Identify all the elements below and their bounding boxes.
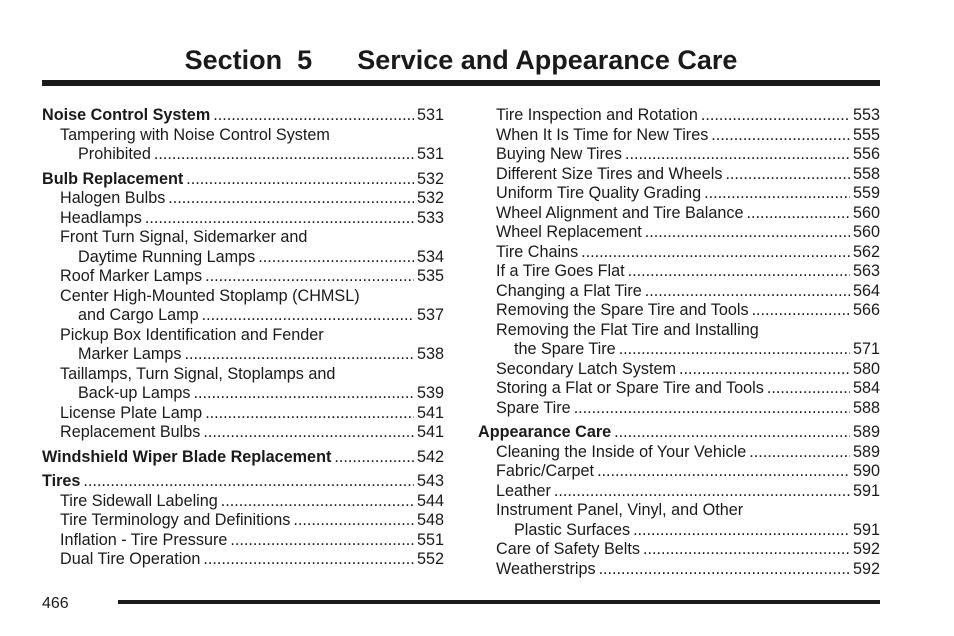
toc-entry-page: 560 — [852, 223, 880, 241]
toc-entry-page: 548 — [416, 511, 444, 529]
toc-entry-page: 592 — [852, 559, 880, 578]
toc-entry-page: 553 — [852, 106, 880, 124]
footer-rule — [118, 600, 880, 604]
toc-heading-entry — [42, 170, 444, 190]
dot-leader — [619, 340, 850, 360]
toc-entry-page: 563 — [852, 262, 880, 280]
dot-leader — [184, 345, 414, 365]
dot-leader — [168, 189, 414, 209]
toc-entry-title: Secondary Latch System — [496, 359, 676, 378]
toc-entry-title: Fabric/Carpet — [496, 462, 595, 480]
dot-leader — [186, 170, 414, 190]
toc-entry-title: Tires — [42, 472, 81, 490]
toc-entry-page: 590 — [852, 462, 880, 480]
dot-leader — [704, 184, 850, 204]
toc-entry-page: 556 — [852, 145, 880, 163]
toc-entry-title: Taillamps, Turn Signal, Stoplamps and — [60, 364, 336, 383]
toc-entry — [478, 126, 880, 146]
dot-leader — [258, 248, 414, 268]
dot-leader — [633, 521, 850, 541]
toc-entry-title: Dual Tire Operation — [60, 550, 201, 568]
dot-leader — [597, 462, 850, 482]
dot-leader — [205, 267, 414, 287]
toc-entry-title: Cleaning the Inside of Your Vehicle — [496, 442, 747, 461]
toc-entry-title: Tampering with Noise Control System — [60, 125, 330, 144]
dot-leader — [554, 482, 850, 502]
dot-leader — [202, 306, 414, 326]
toc-entry — [478, 204, 880, 224]
toc-entry-page: 589 — [852, 423, 880, 441]
toc-entry — [478, 106, 880, 126]
toc-heading-entry — [42, 448, 444, 468]
toc-entry — [478, 243, 880, 263]
dot-leader — [749, 443, 850, 463]
toc-entry-title: and Cargo Lamp — [78, 306, 199, 324]
toc-entry — [42, 267, 444, 287]
toc-heading-entry — [478, 423, 880, 443]
toc-entry — [42, 531, 444, 551]
toc-entry-page: 562 — [852, 242, 880, 261]
toc-entry — [478, 360, 880, 380]
toc-entry-title: Appearance Care — [478, 423, 612, 441]
toc-entry — [42, 145, 444, 165]
toc-entry-page: 564 — [852, 281, 880, 300]
dot-leader — [643, 540, 850, 560]
toc-entry-title: Plastic Surfaces — [514, 520, 631, 539]
toc-entry — [478, 262, 880, 282]
toc-entry-page: 535 — [416, 267, 444, 285]
toc-entry — [478, 223, 880, 243]
dot-leader — [203, 550, 414, 570]
toc-entry — [478, 321, 880, 341]
header-rule — [42, 80, 880, 86]
toc-entry-title: Headlamps — [60, 208, 142, 227]
toc-entry — [42, 550, 444, 570]
dot-leader — [334, 448, 414, 468]
dot-leader — [752, 301, 850, 321]
toc-entry-page: 539 — [416, 384, 444, 402]
toc-entry-page: 533 — [416, 208, 444, 227]
toc-entry-title: If a Tire Goes Flat — [496, 262, 625, 280]
toc-entry-title: Replacement Bulbs — [60, 423, 201, 441]
toc-entry-title: Tire Sidewall Labeling — [60, 491, 218, 510]
dot-leader — [193, 384, 414, 404]
dot-leader — [645, 282, 850, 302]
toc-entry — [478, 165, 880, 185]
dot-leader — [614, 423, 850, 443]
toc-entry-title: When It Is Time for New Tires — [496, 125, 709, 144]
toc-entry-title: Leather — [496, 481, 551, 500]
toc-entry-page: 571 — [852, 340, 880, 358]
toc-entry — [478, 560, 880, 580]
toc-entry-title: Different Size Tires and Wheels — [496, 164, 723, 183]
toc-entry-page: 531 — [416, 145, 444, 163]
toc-entry-page: 541 — [416, 423, 444, 441]
toc-entry — [42, 345, 444, 365]
dot-leader — [203, 423, 414, 443]
toc-entry-title: Tire Terminology and Definitions — [60, 511, 291, 529]
dot-leader — [767, 379, 850, 399]
toc-entry-title: Care of Safety Belts — [496, 540, 640, 558]
toc-entry-title: Center High-Mounted Stoplamp (CHMSL) — [60, 286, 360, 305]
dot-leader — [746, 204, 850, 224]
toc-entry-page: 566 — [852, 301, 880, 319]
toc-entry-page: 541 — [416, 403, 444, 422]
toc-entry — [478, 501, 880, 521]
toc-entry-page: 584 — [852, 379, 880, 397]
toc-entry-page: 558 — [852, 164, 880, 183]
toc-entry — [478, 301, 880, 321]
toc-entry-page: 542 — [416, 447, 444, 466]
toc-entry-title: Bulb Replacement — [42, 169, 184, 188]
toc-entry — [478, 340, 880, 360]
toc-entry-page: 591 — [852, 520, 880, 539]
toc-entry-title: Removing the Flat Tire and Installing — [496, 320, 759, 339]
toc-entry-title: Prohibited — [78, 145, 151, 163]
toc-entry — [478, 282, 880, 302]
toc-entry-page: 580 — [852, 359, 880, 378]
toc-entry-page: 588 — [852, 398, 880, 417]
dot-leader — [725, 165, 850, 185]
dot-leader — [205, 404, 414, 424]
toc-entry-page: 532 — [416, 189, 444, 207]
toc-entry-page: 559 — [852, 184, 880, 202]
toc-entry — [42, 326, 444, 346]
toc-entry-page: 552 — [416, 550, 444, 568]
toc-entry-page: 560 — [852, 203, 880, 222]
toc-entry-page: 555 — [852, 125, 880, 144]
toc-entry — [42, 287, 444, 307]
toc-entry — [42, 404, 444, 424]
toc-entry — [42, 492, 444, 512]
toc-entry — [478, 443, 880, 463]
dot-leader — [628, 262, 850, 282]
dot-leader — [679, 360, 850, 380]
toc-entry-title: Halogen Bulbs — [60, 189, 166, 207]
toc-entry — [478, 540, 880, 560]
section-title: Service and Appearance Care — [357, 45, 738, 75]
toc-entry-title: Tire Chains — [496, 242, 579, 261]
toc-entry — [42, 384, 444, 404]
dot-leader — [701, 106, 850, 126]
toc-entry-page: 543 — [416, 472, 444, 490]
dot-leader — [625, 145, 850, 165]
toc-entry-page: 537 — [416, 306, 444, 324]
dot-leader — [145, 209, 414, 229]
toc-entry-title: Front Turn Signal, Sidemarker and — [60, 228, 308, 246]
toc-entry-title: Pickup Box Identification and Fender — [60, 325, 324, 344]
toc-entry-title: Buying New Tires — [496, 145, 622, 163]
toc-entry — [478, 379, 880, 399]
toc-entry — [478, 399, 880, 419]
toc-entry-page: 592 — [852, 540, 880, 558]
toc-entry — [42, 248, 444, 268]
toc-entry-page: 551 — [416, 530, 444, 549]
toc-entry — [42, 228, 444, 248]
toc-entry-title: Changing a Flat Tire — [496, 281, 642, 300]
toc-entry — [478, 184, 880, 204]
toc-entry — [42, 423, 444, 443]
toc-entry-page: 591 — [852, 481, 880, 500]
toc-entry-title: Storing a Flat or Spare Tire and Tools — [496, 379, 764, 397]
toc-entry — [42, 511, 444, 531]
toc-entry — [42, 189, 444, 209]
toc-entry-page: 544 — [416, 491, 444, 510]
dot-leader — [581, 243, 850, 263]
dot-leader — [574, 399, 850, 419]
toc-entry-title: Roof Marker Lamps — [60, 267, 203, 285]
section-label: Section — [184, 45, 283, 75]
toc-entry-title: License Plate Lamp — [60, 403, 203, 422]
toc-entry-title: Wheel Replacement — [496, 223, 642, 241]
toc-entry-title: Uniform Tire Quality Grading — [496, 184, 702, 202]
dot-leader — [83, 472, 414, 492]
toc-entry-page: 538 — [416, 345, 444, 363]
dot-leader — [154, 145, 414, 165]
toc-entry — [478, 462, 880, 482]
toc-entry — [42, 126, 444, 146]
toc-heading-entry — [42, 106, 444, 126]
toc-entry-title: Noise Control System — [42, 106, 211, 124]
dot-leader — [711, 126, 850, 146]
dot-leader — [599, 560, 850, 580]
dot-leader — [645, 223, 850, 243]
toc-entry-page: 534 — [416, 247, 444, 266]
toc-left-column — [42, 106, 444, 570]
toc-entry-title: Tire Inspection and Rotation — [496, 106, 698, 124]
toc-entry-page: 532 — [416, 169, 444, 188]
toc-right-column — [478, 106, 880, 579]
toc-entry-title: Inflation - Tire Pressure — [60, 530, 228, 549]
toc-entry-title: the Spare Tire — [514, 340, 616, 358]
toc-heading-entry — [42, 472, 444, 492]
toc-entry — [42, 209, 444, 229]
dot-leader — [293, 511, 414, 531]
toc-entry-title: Back-up Lamps — [78, 384, 191, 402]
toc-entry — [42, 306, 444, 326]
toc-entry — [478, 482, 880, 502]
dot-leader — [213, 106, 414, 126]
section-number: 5 — [297, 45, 313, 75]
toc-entry-page: 589 — [852, 442, 880, 461]
toc-entry-title: Marker Lamps — [78, 345, 182, 363]
toc-entry-title: Daytime Running Lamps — [78, 247, 256, 266]
page-title — [42, 40, 880, 80]
dot-leader — [230, 531, 414, 551]
toc-entry — [478, 521, 880, 541]
toc-entry — [478, 145, 880, 165]
toc-entry-title: Spare Tire — [496, 398, 571, 417]
section-header — [42, 40, 880, 86]
dot-leader — [221, 492, 414, 512]
toc-entry-title: Weatherstrips — [496, 559, 596, 578]
toc-entry-title: Wheel Alignment and Tire Balance — [496, 203, 744, 222]
toc-entry-title: Removing the Spare Tire and Tools — [496, 301, 749, 319]
toc-entry-title: Windshield Wiper Blade Replacement — [42, 447, 332, 466]
toc-entry-page: 531 — [416, 106, 444, 124]
page-number: 466 — [42, 595, 69, 612]
toc-entry-title: Instrument Panel, Vinyl, and Other — [496, 501, 744, 519]
toc-entry — [42, 365, 444, 385]
